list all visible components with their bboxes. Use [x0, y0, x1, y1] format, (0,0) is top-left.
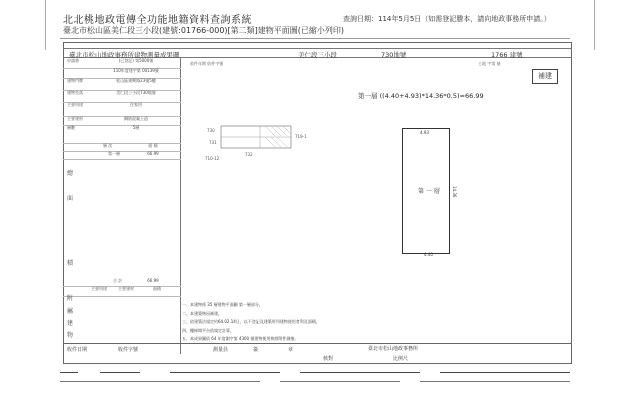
- footer-label: 核對: [323, 356, 334, 362]
- attach-char: 物: [67, 332, 74, 339]
- margin-line-left: [45, 0, 46, 50]
- note-line: 三、依建築法規定約64.02.14日，以不登記及建築所列建物使用者利及面積。: [182, 319, 320, 324]
- receipt-number: 土地 字第 號: [478, 61, 501, 66]
- footer-label: 收件字號: [118, 347, 139, 353]
- rebuild-badge: 補建: [532, 69, 558, 84]
- scan-dash: [280, 381, 400, 382]
- note-line: 五、本成果圖依 64 年度測字第 4300 號建物使用執照附件測繪。: [182, 336, 299, 341]
- area-formula: 第一層 ((4.40+4.93)*14.36*0.5)=66.99: [358, 92, 484, 100]
- marker-char: 總: [67, 170, 74, 177]
- dimension-right: 14.36: [452, 186, 457, 198]
- sheet-title-band: [63, 48, 572, 58]
- attach-header: 主要用途 主要建材 面積: [63, 286, 181, 297]
- office-title: 臺北市松山地政事務所建物測量成果圖: [69, 51, 180, 59]
- floor-label: 第 一 層: [418, 188, 440, 195]
- page-subtitle: 臺北市松山區美仁段三小段(建號:01766-000)[第二類]建物平面圖(已縮小列印): [63, 26, 345, 35]
- office-stamp: 臺北市松山地政事務所: [368, 346, 419, 352]
- survey-notes: [182, 301, 320, 344]
- lot-label: 731: [209, 140, 217, 145]
- dimension-top: 4.93: [420, 130, 429, 135]
- note-line: 二、本建築物因補建。: [182, 310, 222, 316]
- scan-dash: [300, 372, 420, 373]
- query-date: 查詢日期：114年5月5日（如需登記謄本，請向地政事務所申請。）: [343, 15, 551, 23]
- footer-label: 章: [288, 347, 294, 353]
- page-title: 北北桃地政電傳全功能地籍資料查詢系統: [63, 15, 252, 26]
- info-row: 主要建材 鋼筋混凝土造: [63, 116, 181, 126]
- note-line: 四、樓梯間平台依規定計算。: [182, 327, 234, 333]
- receipt-header: 收件年期 收件字號: [190, 61, 224, 66]
- margin-line-right: [594, 0, 595, 50]
- area-table-row: 第一層 66.99: [63, 151, 181, 160]
- scan-dash: [100, 372, 140, 373]
- footer-label: 簽: [253, 347, 259, 353]
- info-row: 申請書 (已登記) 第5000號: [63, 58, 181, 69]
- note-line: 一、本建物係 35 層建物平面圖 第一層部分。: [182, 302, 263, 307]
- dimension-bottom: 4.40: [424, 252, 433, 257]
- footer-label: 測量員: [213, 347, 229, 353]
- attach-char: 屬: [67, 308, 74, 315]
- marker-char: 面: [67, 195, 74, 202]
- scan-dash: [170, 372, 280, 373]
- scan-dash: [420, 381, 570, 382]
- info-row: 建物門牌 松山區東興路23號5樓: [63, 78, 181, 91]
- footer-label: 比例尺: [393, 356, 409, 362]
- scan-dash: [60, 372, 78, 373]
- lot-label: 710-12: [205, 156, 220, 161]
- lot-label: 730: [207, 128, 215, 133]
- footer-label: 收件日期: [67, 347, 88, 353]
- attach-char: 建: [67, 320, 74, 327]
- lot-label: 719-1: [295, 134, 307, 139]
- info-row: 層數 5層: [63, 125, 181, 144]
- building-info-column: [63, 58, 181, 354]
- scan-dash: [440, 372, 570, 373]
- info-row: 建物坐落 美仁段三小段730地號: [63, 90, 181, 103]
- lot-number: 730地號: [381, 51, 407, 59]
- area-table-header: 層 次 面 積: [63, 143, 181, 152]
- section-name: 美仁段三小段: [298, 51, 337, 59]
- site-location-diagram: [205, 120, 325, 165]
- info-row: 110年度建字第 00139號: [63, 68, 181, 79]
- header-divider: [60, 38, 570, 39]
- marker-char: 積: [67, 260, 74, 267]
- lot-label: 732: [245, 152, 253, 157]
- info-row: 主要用途 住家用: [63, 102, 181, 117]
- attach-char: 附: [67, 295, 74, 302]
- sheet-footer: [63, 343, 572, 364]
- building-number: 1766 建號: [491, 51, 523, 59]
- total-row: 合 計 66.99: [63, 278, 181, 287]
- scan-dash: [60, 381, 260, 382]
